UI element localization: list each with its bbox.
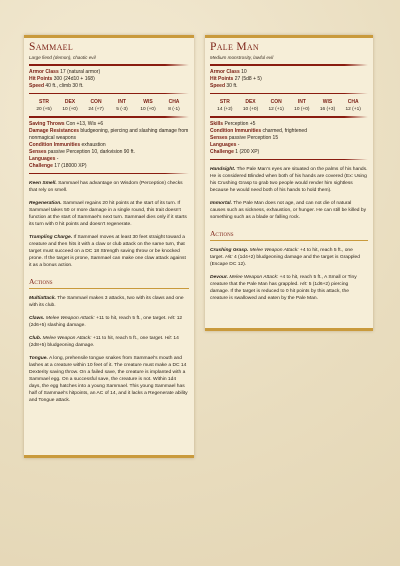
ability-scores [31, 99, 187, 113]
saving-throws: Saving Throws Con +13, Wis +6 [29, 120, 104, 127]
ability-wis: WIS 16 (+3) [319, 99, 336, 112]
trait: Handsight. The Pale Man's eyes are situated on the palms of his hands. He is considered Blinded when both of his hands are covered (Ex: Using his Crushing Grasp to grab two people would render him sightless because he would need both of his hands to hold them). [210, 167, 368, 193]
senses: Senses passive Perception 15 [210, 134, 279, 141]
damage-resistances: Damage Resistances bludgeoning, piercing and slashing damage from nonmagical weapons [29, 127, 189, 141]
action: Devour. Melee Weapon Attack: +4 to hit, reach 5 ft., A Small or Tiny creature that the Pale Man has grappled. Hit: 5 (1d6+2) piercing damage. If the target is reduced to 0 hit points by this attack, the creature is swallowed and eaten by the Pale Man. [210, 275, 357, 301]
sammael-stat-block [24, 35, 194, 458]
creature-name: Pale Man [210, 41, 260, 53]
divider [210, 159, 368, 161]
actions-heading: Actions [210, 229, 368, 241]
action: Crushing Grasp. Melee Weapon Attack: +4 to hit, reach 5 ft., one target. Hit: 4 (1d4+2) bludgeoning damage and the target is Grappled (Escape DC 12). [210, 248, 360, 267]
ability-str: STR 20 (+5) [36, 99, 52, 112]
ability-int: INT 10 (+0) [294, 99, 310, 112]
speed: Speed 40 ft., climb 30 ft. [29, 82, 84, 89]
ability-cha: CHA 12 (+1) [345, 99, 361, 112]
ability-str: STR 14 (+2) [217, 99, 233, 112]
challenge: Challenge 1 (200 XP) [210, 148, 260, 155]
ability-con: CON 12 (+1) [268, 99, 284, 112]
trait: Immortal. The Pale Man does not age, and can not die of natural causes such as sickness, exhaustion, or hunger. He can still be killed by something such as a blade or falling rock. [210, 201, 367, 220]
actions-heading: Actions [29, 277, 189, 289]
senses: Senses passive Perception 10, darkvision 90 ft. [29, 148, 135, 155]
languages: Languages - [210, 141, 240, 148]
challenge: Challenge 17 (18000 XP) [29, 162, 87, 169]
creature-name: Sammael [29, 41, 74, 53]
languages: Languages - [29, 155, 59, 162]
skills: Skills Perception +5 [210, 120, 256, 127]
ability-wis: WIS 10 (+0) [140, 99, 156, 112]
divider [210, 64, 368, 66]
trait: Regeneration. Sammael regains 20 hit points at the start of its turn. If Sammael takes 50 or more damage in a single round, this trait doesn't function at the start of Sammael's next turn. Sammael dies only if it starts its turn with 0 hit points and doesn't regenerate. [29, 201, 187, 227]
divider [29, 116, 189, 118]
trait: Trampling Charge. If Sammael moves at least 30 feet straight toward a creature and then hits it with a claw or club attack on the same turn, that target must succeed on a DC 18 Strength saving throw or be knocked prone. If the target is prone, Sammael can make one claw attack against it as a bonus action. [29, 235, 186, 268]
condition-immunities: Condition Immunities exhaustion [29, 141, 106, 148]
divider [29, 64, 189, 66]
condition-immunities: Condition Immunities charmed, frightened [210, 127, 307, 134]
ability-cha: CHA 8 (-1) [168, 99, 180, 112]
divider [210, 116, 368, 118]
ability-int: INT 5 (-3) [116, 99, 128, 112]
ability-dex: DEX 10 (+0) [62, 99, 78, 112]
ability-scores [212, 99, 366, 113]
divider [210, 93, 368, 95]
hit-points: Hit Points 27 (5d8 + 5) [210, 75, 262, 82]
armor-class: Armor Class 10 [210, 68, 247, 75]
action: Club. Melee Weapon Attack: +11 to hit, reach 5 ft., one target. Hit: 14 (2d8+5) bludgeoning damage. [29, 336, 179, 348]
ability-dex: DEX 10 (+0) [242, 99, 259, 112]
pale-man-stat-block [205, 35, 373, 331]
action: Tongue. A long, prehensile tongue snakes from Sammael's mouth and lashes at a creature within 10 feet of it. The creature must make a DC 14 Dexterity saving throw. On a failed save, the creature is implanted with a Sammael egg. On a successful save, the creature is not. Within 1d4 days, the egg hatches into a young Sammael. This young Sammael has half of Sammael's hitpoints, an AC of 14, and it lacks a Regenerate ability and Tongue attack. [29, 356, 188, 403]
hit-points: Hit Points 300 (24d10 + 168) [29, 75, 95, 82]
trait: Keen Smell. Sammael has advantage on Wisdom (Perception) checks that rely on smell. [29, 181, 183, 193]
armor-class: Armor Class 17 (natural armor) [29, 68, 101, 75]
ability-con: CON 24 (+7) [88, 99, 104, 112]
action: Claws. Melee Weapon Attack: +11 to hit, reach 5 ft., one target. Hit: 12 (2d6+5) slashing damage. [29, 316, 183, 328]
divider [29, 173, 189, 175]
action: Multiattack. The Sammael makes 3 attacks, two with its claws and one with its club. [29, 296, 184, 308]
creature-type: Large fiend (demon), chaotic evil [29, 55, 96, 60]
divider [29, 93, 189, 95]
creature-type: Medium monstrosity, lawful evil [210, 55, 274, 60]
speed: Speed 30 ft. [210, 82, 238, 89]
